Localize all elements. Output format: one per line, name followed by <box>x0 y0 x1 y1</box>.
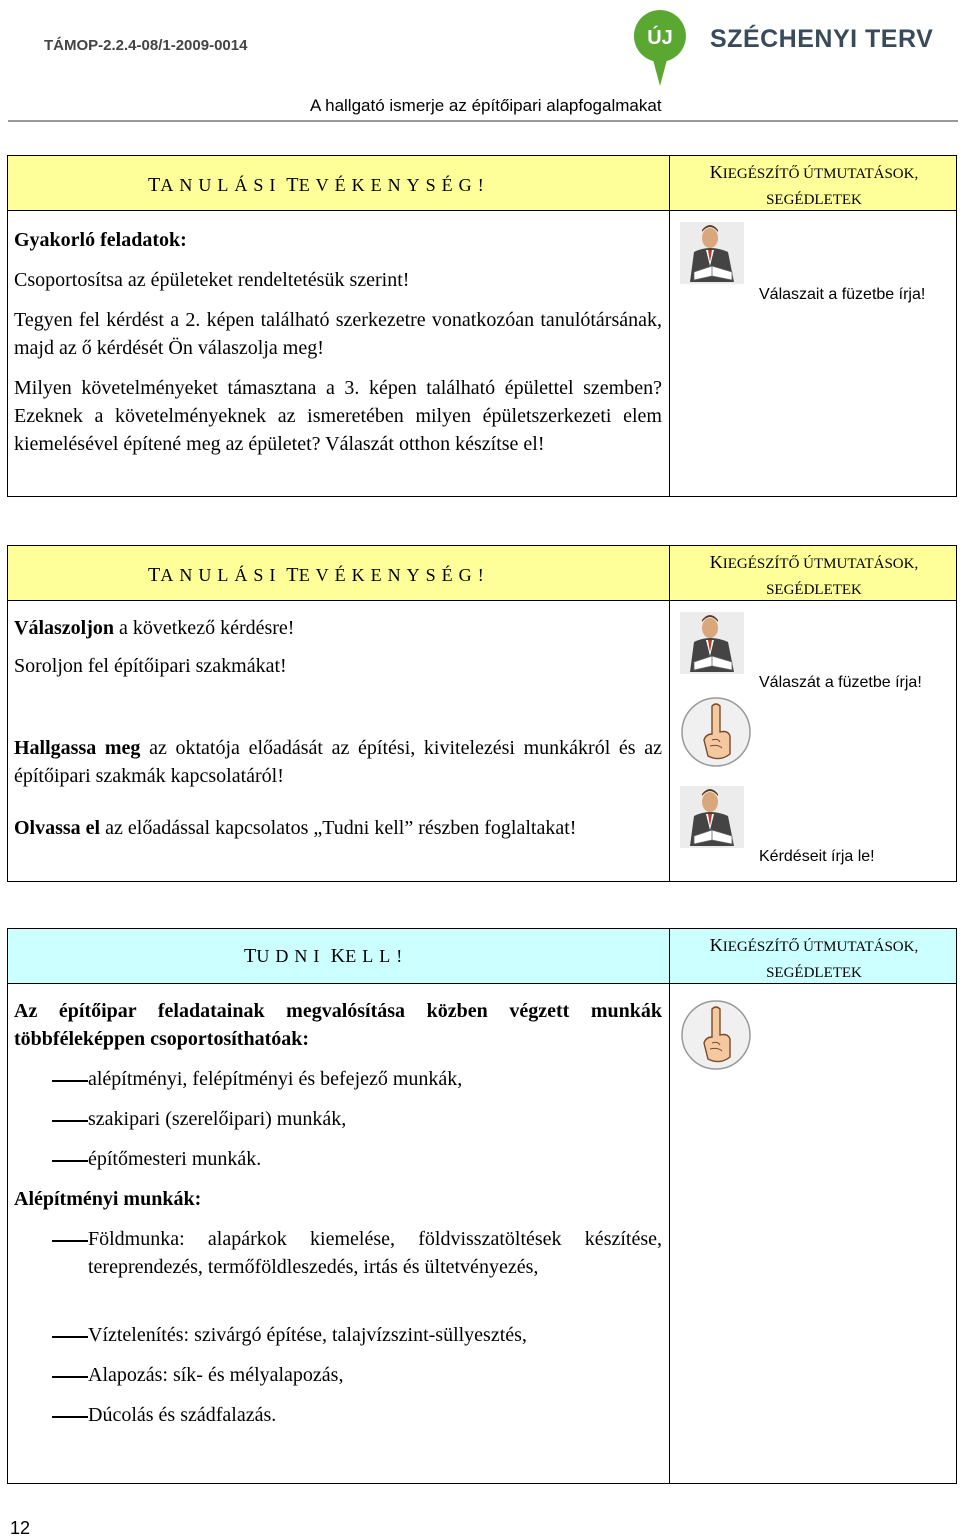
task-paragraph: Milyen követelményeket támasztana a 3. képen található épülettel szemben? Ezeknek a követelményeknek az ismeretében milyen épületszerkezeti elem kiemelésével építené meg az épületet? Válaszát otthon készítse el! <box>14 377 662 455</box>
logo-text: SZÉCHENYI TERV <box>710 25 934 53</box>
must-know-box <box>7 928 957 1484</box>
list-item: Földmunka: alapárkok kiemelése, földvisszatöltések készítése, tereprendezés, termőföldleszedés, irtás és ültetvényezés, <box>88 1228 662 1278</box>
task-paragraph: Soroljon fel építőipari szakmákat! <box>14 655 287 677</box>
guidance-note: Válaszát a füzetbe írja! <box>759 674 922 691</box>
activity-box-1 <box>7 155 957 497</box>
topic-title: A hallgató ismerje az építőipari alapfogalmakat <box>310 96 662 115</box>
subheading: Alépítményi munkák: <box>14 1188 202 1210</box>
list-item: Dúcolás és szádfalazás. <box>88 1404 277 1426</box>
task-paragraph: Csoportosítsa az épületeket rendeltetésük szerint! <box>14 269 410 291</box>
svg-text:ÚJ: ÚJ <box>647 27 673 49</box>
guidance-title: KIEGÉSZÍTŐ ÚTMUTATÁSOK, SEGÉDLETEK <box>709 552 919 598</box>
list-item: alépítményi, felépítményi és befejező munkák, <box>88 1068 463 1090</box>
task-paragraph: Válaszoljon a következő kérdésre! <box>14 617 295 639</box>
guidance-note: Válaszait a füzetbe írja! <box>759 286 926 303</box>
reader-icon <box>680 612 744 674</box>
header-rule <box>8 120 958 122</box>
guidance-note: Kérdéseit írja le! <box>759 848 875 865</box>
activity-box-2 <box>7 545 957 882</box>
reader-icon <box>680 222 744 284</box>
pointing-finger-icon <box>680 696 752 768</box>
guidance-title: KIEGÉSZÍTŐ ÚTMUTATÁSOK, SEGÉDLETEK <box>709 162 919 208</box>
reader-icon <box>680 786 744 848</box>
task-paragraph: Tegyen fel kérdést a 2. képen található szerkezetre vonatkozóan tanulótársának, majd az ő kérdését Ön válaszolja meg! <box>14 309 662 359</box>
guidance-title: KIEGÉSZÍTŐ ÚTMUTATÁSOK, SEGÉDLETEK <box>709 935 919 981</box>
list-item: Alapozás: sík- és mélyalapozás, <box>88 1364 344 1386</box>
task-paragraph: Hallgassa meg az oktatója előadását az építési, kivitelezési munkákról és az építőipari szakmák kapcsolatáról! <box>14 737 662 787</box>
must-know-title: TUDNI KELL! <box>244 945 403 967</box>
practice-heading: Gyakorló feladatok: <box>14 229 187 251</box>
page-number: 12 <box>10 1518 31 1538</box>
activity-title: TANULÁSI TEVÉKENYSÉG! <box>148 174 484 196</box>
list-item: Víztelenítés: szivárgó építése, talajvízszint-süllyesztés, <box>88 1324 527 1346</box>
intro-paragraph: Az építőipar feladatainak megvalósítása közben végzett munkák többféleképpen csoportosíthatóak: <box>14 1000 662 1050</box>
task-paragraph: Olvassa el az előadással kapcsolatos „Tudni kell” részben foglaltakat! <box>14 817 577 839</box>
list-item: szakipari (szerelőipari) munkák, <box>88 1108 347 1130</box>
pointing-finger-icon <box>680 999 752 1071</box>
project-code: TÁMOP-2.2.4-08/1-2009-0014 <box>44 37 248 54</box>
activity-title: TANULÁSI TEVÉKENYSÉG! <box>148 564 484 586</box>
list-item: építőmesteri munkák. <box>88 1148 262 1170</box>
